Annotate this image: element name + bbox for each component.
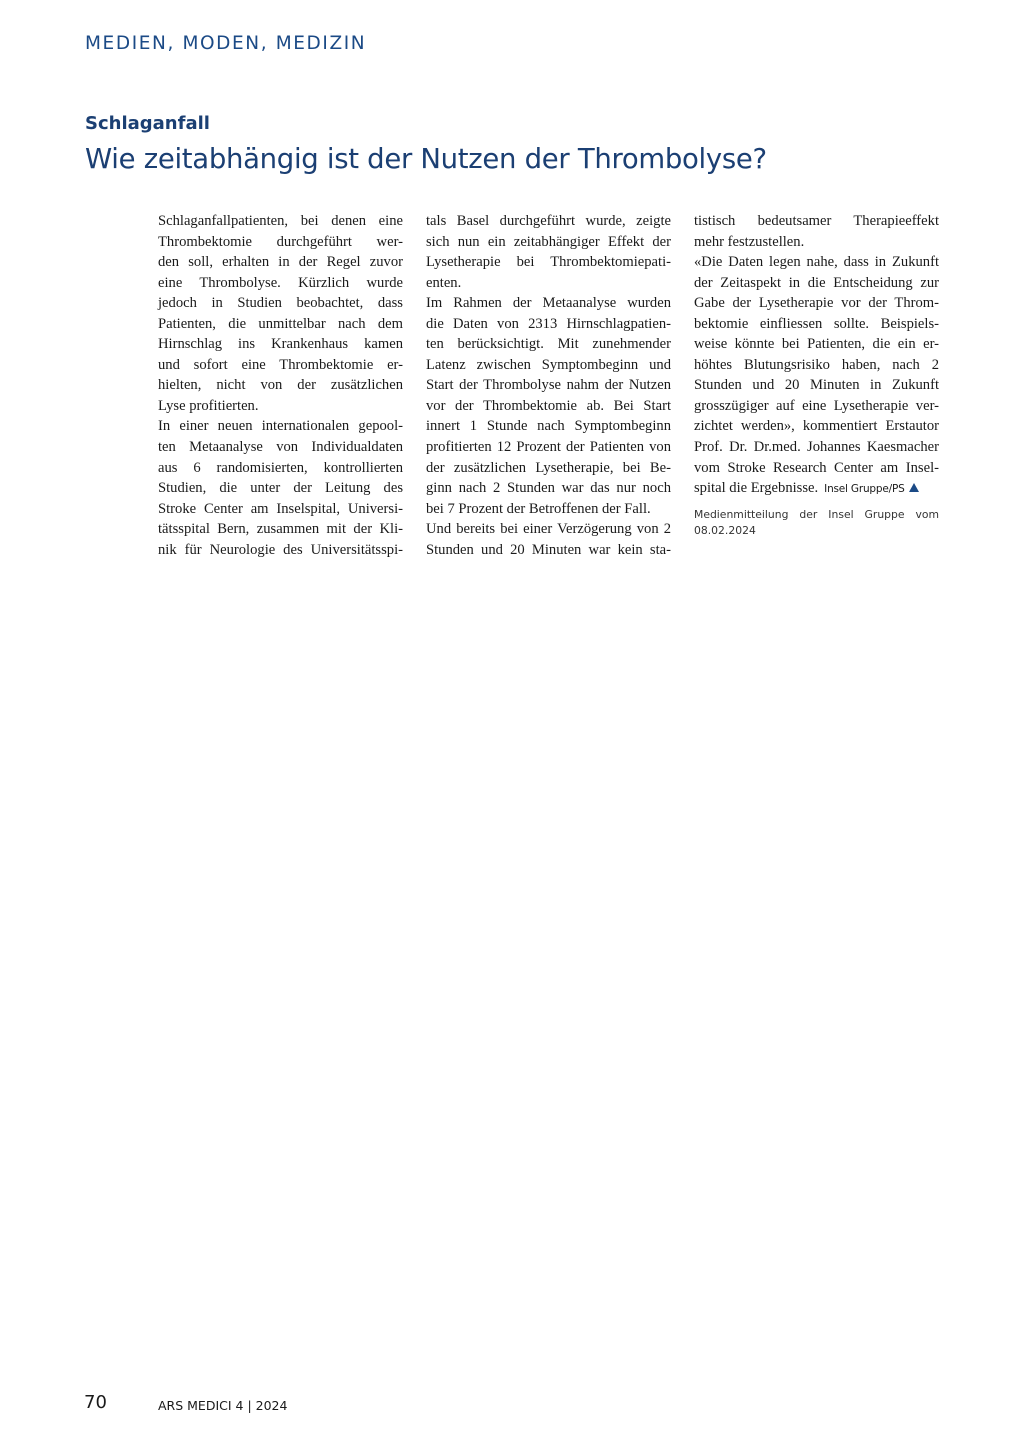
text-line: sich nun ein zeitabhängiger Effekt der [426,233,671,250]
text-column-1 [158,211,403,560]
text-line: mehr festzustellen. [694,233,805,250]
text-line: Patienten, die unmittelbar nach dem [158,315,403,332]
text-line: bei 7 Prozent der Betroffenen der Fall. [426,500,651,517]
text-line: aus 6 randomisierten, kontrollierten [158,459,403,476]
text-line: ginn nach 2 Stunden war das nur noch [426,480,671,497]
text-line: innert 1 Stunde nach Symptombeginn [426,418,671,435]
text-line: vom Stroke Research Center am Insel- [694,459,939,476]
text-line: Im Rahmen der Metaanalyse wurden [426,295,671,312]
text-line: nik für Neurologie des Universitätsspi- [158,541,403,558]
text-line: Stunden und 20 Minuten in Zukunft [694,377,939,394]
text-line: Hirnschlag ins Krankenhaus kamen [158,336,403,353]
text-line: der Zeitaspekt in die Entscheidung zur [694,274,939,291]
text-line: Prof. Dr. Dr.med. Johannes Kaesmacher [694,439,939,456]
text-line: grosszügiger auf eine Lysetherapie ver- [694,397,939,414]
section-header: MEDIEN, MODEN, MEDIZIN [85,33,367,54]
article-kicker: Schlaganfall [85,113,210,134]
text-line: tätsspital Bern, zusammen mit der Kli- [158,521,403,538]
text-line: Lyse profitierten. [158,397,259,414]
text-line: ten Metaanalyse von Individualdaten [158,439,403,456]
press-release-source [694,507,939,539]
text-line: Schlaganfallpatienten, bei denen eine [158,213,403,229]
text-line: Start der Thrombolyse nahm der Nutzen [426,377,671,394]
source-line: Medienmitteilung der Insel Gruppe vom [694,507,939,521]
text-line: spital die Ergebnisse. Insel Gruppe/PS [694,478,939,499]
text-line: den soll, erhalten in der Regel zuvor [158,254,403,271]
text-line: eine Thrombolyse. Kürzlich wurde [158,274,403,291]
text-line: und sofort eine Thrombektomie er- [158,356,403,373]
text-line: tistisch bedeutsamer Therapieeffekt [694,213,939,229]
author-credit: Insel Gruppe/PS [824,483,905,496]
text-line: Studien, die unter der Leitung des [158,480,403,497]
page-number: 70 [84,1392,107,1413]
text-column-2 [426,211,671,560]
text-line: vor der Thrombektomie ab. Bei Start [426,397,671,414]
text-line: Stroke Center am Inselspital, Universi- [158,500,403,517]
end-mark-triangle-icon [909,483,919,492]
text-line: hielten, nicht von der zusätzlichen [158,377,403,394]
text-line: bektomie einfliessen sollte. Beispiels- [694,315,939,332]
text-line: enten. [426,274,462,291]
source-line: 08.02.2024 [694,523,756,537]
text-line: weise könnte bei Patienten, die ein er- [694,336,939,353]
text-line: Latenz zwischen Symptombeginn und [426,356,671,373]
text-line: profitierten 12 Prozent der Patienten von [426,439,671,456]
text-line: Stunden und 20 Minuten war kein sta- [426,541,671,558]
text-line: Gabe der Lysetherapie vor der Throm- [694,295,939,312]
text-column-3 [694,211,939,539]
text-line: der zusätzlichen Lysetherapie, bei Be- [426,459,671,476]
text-line: Lysetherapie bei Thrombektomiepati- [426,254,671,271]
text-line: höhtes Blutungsrisiko haben, nach 2 [694,356,939,373]
text-line: jedoch in Studien beobachtet, dass [158,295,403,312]
text-line: «Die Daten legen nahe, dass in Zukunft [694,254,939,271]
text-line: In einer neuen internationalen gepool- [158,418,403,435]
text-line: tals Basel durchgeführt wurde, zeigte [426,213,671,229]
article-title: Wie zeitabhängig ist der Nutzen der Thrombolyse? [85,143,767,175]
issue-label: ARS MEDICI 4 | 2024 [158,1398,288,1413]
text-line: die Daten von 2313 Hirnschlagpatien- [426,315,671,332]
text-line: ten berücksichtigt. Mit zunehmender [426,336,671,353]
text-line: Thrombektomie durchgeführt wer- [158,233,403,250]
text-line: zichtet werden», kommentiert Erstautor [694,418,939,435]
text-line: Und bereits bei einer Verzögerung von 2 [426,521,671,538]
